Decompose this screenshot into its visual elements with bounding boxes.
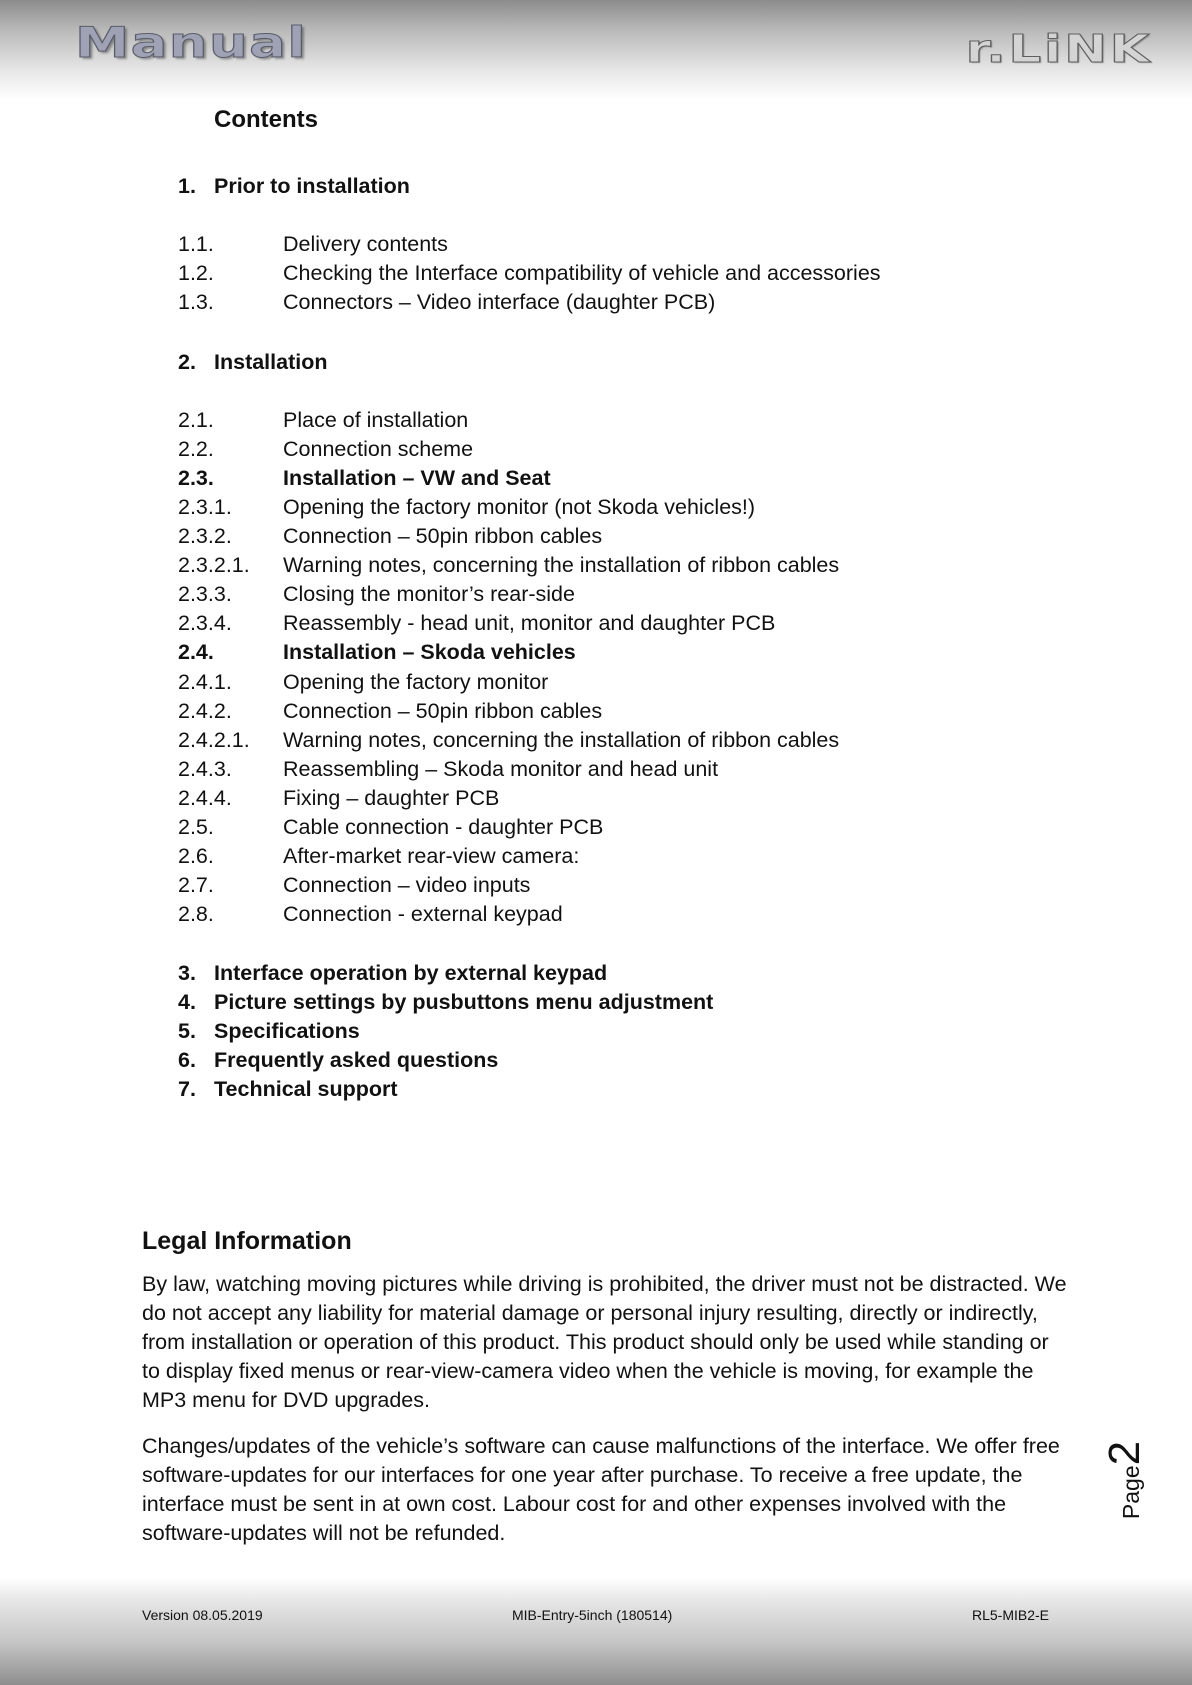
toc-entry-number: 3. (178, 961, 196, 985)
toc-entry-title: Frequently asked questions (214, 1048, 499, 1072)
toc-entry-number: 2.6. (178, 844, 214, 868)
toc-chapter-entry (178, 992, 713, 1014)
toc-entry (178, 904, 563, 926)
toc-entry (178, 526, 602, 548)
toc-entry-title: Fixing – daughter PCB (283, 786, 500, 810)
toc-entry-number: 1.1. (178, 232, 214, 256)
toc-entry-title: After-market rear-view camera: (283, 844, 580, 868)
toc-entry-number: 2.4.4. (178, 786, 232, 810)
toc-entry (178, 292, 715, 314)
toc-entry-title: Picture settings by pusbuttons menu adjustment (214, 990, 714, 1014)
toc-entry (178, 439, 473, 461)
toc-entry-number: 2.3. (178, 466, 214, 490)
toc-entry-number: 2.3.3. (178, 582, 232, 606)
toc-entry-number: 2.4.3. (178, 757, 232, 781)
toc-entry-title: Reassembling – Skoda monitor and head unit (283, 757, 719, 781)
toc-entry (178, 788, 499, 810)
toc-entry-title: Installation – VW and Seat (283, 466, 551, 490)
toc-entry (178, 497, 755, 519)
toc-entry (178, 584, 575, 606)
toc-entry-title: Warning notes, concerning the installation of ribbon cables (283, 728, 840, 752)
legal-paragraph-1: By law, watching moving pictures while driving is prohibited, the driver must not be distracted. We do not accept any liability for material damage or personal injury resulting, directly or indirectly, from installation or operation of this product. This product should only be used while standing or to display fixed menus or rear-view-camera video when the vehicle is moving, for example the MP3 menu for DVD upgrades. (142, 1272, 1067, 1412)
toc-entry-title: Reassembly - head unit, monitor and daughter PCB (283, 611, 776, 635)
toc-entry-number: 5. (178, 1019, 196, 1043)
footer-version: Version 08.05.2019 (142, 1607, 263, 1623)
toc-entry-number: 2.7. (178, 873, 214, 897)
toc-entry (178, 875, 530, 897)
toc-entry-number: 2.2. (178, 437, 214, 461)
toc-entry-title: Prior to installation (214, 174, 410, 198)
contents-title: Contents (214, 106, 318, 133)
legal-paragraph-2: Changes/updates of the vehicle’s software can cause malfunctions of the interface. We offer free software-updates for our interfaces for one year after purchase. To receive a free update, the interface must be sent in at own cost. Labour cost for and other expenses involved with the software-updates will not be refunded. (142, 1434, 1060, 1545)
toc-chapter-entry (178, 352, 327, 374)
toc-entry (178, 817, 603, 839)
toc-entry-title: Closing the monitor’s rear-side (283, 582, 575, 606)
rlink-logo: r.LiNK (965, 27, 1152, 71)
toc-entry-number: 2.4.2.1. (178, 728, 250, 752)
toc-entry-number: 4. (178, 990, 196, 1014)
toc-entry-number: 2.3.4. (178, 611, 232, 635)
toc-entry-number: 2.5. (178, 815, 214, 839)
toc-entry (178, 846, 579, 868)
legal-heading: Legal Information (142, 1227, 352, 1255)
toc-entry-title: Interface operation by external keypad (214, 961, 608, 985)
manual-logo: Manual (75, 18, 308, 67)
page-number-value: 2 (1100, 1440, 1149, 1466)
toc-entry-title: Technical support (214, 1077, 398, 1101)
toc-entry-title: Installation – Skoda vehicles (283, 640, 576, 664)
toc-entry-number: 2.8. (178, 902, 214, 926)
toc-chapter-entry (178, 963, 607, 985)
toc-entry-number: 2.3.1. (178, 495, 232, 519)
toc-chapter-entry (178, 176, 410, 198)
toc-entry-title: Installation (214, 350, 328, 374)
toc-entry-number: 7. (178, 1077, 196, 1101)
toc-entry-title: Warning notes, concerning the installation of ribbon cables (283, 553, 840, 577)
toc-entry-title: Place of installation (283, 408, 469, 432)
toc-entry-number: 1.3. (178, 290, 214, 314)
toc-entry (178, 613, 775, 635)
toc-chapter-entry (178, 1050, 498, 1072)
toc-entry (178, 410, 468, 432)
toc-entry-number: 2.3.2. (178, 524, 232, 548)
toc-entry-title: Cable connection - daughter PCB (283, 815, 604, 839)
page-label: Page (1118, 1465, 1144, 1520)
toc-entry-number: 1. (178, 174, 196, 198)
toc-entry-title: Connection – video inputs (283, 873, 531, 897)
toc-entry (178, 730, 839, 752)
toc-entry (178, 234, 448, 256)
toc-entry-number: 2.4.1. (178, 670, 232, 694)
toc-entry-number: 6. (178, 1048, 196, 1072)
toc-entry-title: Connection - external keypad (283, 902, 563, 926)
footer-code: RL5-MIB2-E (971, 1607, 1049, 1623)
toc-entry-title: Checking the Interface compatibility of vehicle and accessories (283, 261, 881, 285)
toc-entry-number: 2.4. (178, 640, 214, 664)
toc-entry-title: Delivery contents (283, 232, 448, 256)
toc-entry-title: Opening the factory monitor (283, 670, 549, 694)
toc-entry-title: Connection – 50pin ribbon cables (283, 524, 603, 548)
toc-entry (178, 468, 551, 490)
page-footer (0, 1578, 1192, 1685)
toc-chapter-entry (178, 1079, 398, 1101)
toc-entry-title: Connectors – Video interface (daughter PCB) (283, 290, 716, 314)
toc-entry-number: 2.4.2. (178, 699, 232, 723)
toc-entry (178, 672, 548, 694)
toc-entry-title: Opening the factory monitor (not Skoda vehicles!) (283, 495, 756, 519)
toc-entry-title: Specifications (214, 1019, 360, 1043)
toc-entry-number: 1.2. (178, 261, 214, 285)
toc-entry-number: 2.1. (178, 408, 214, 432)
toc-entry-title: Connection scheme (283, 437, 474, 461)
toc-entry (178, 701, 602, 723)
toc-entry-title: Connection – 50pin ribbon cables (283, 699, 603, 723)
toc-entry (178, 642, 576, 664)
page-header (0, 0, 1192, 100)
toc-entry (178, 555, 839, 577)
toc-entry (178, 263, 881, 285)
toc-entry-number: 2. (178, 350, 196, 374)
footer-model: MIB-Entry-5inch (180514) (512, 1607, 673, 1623)
toc-chapter-entry (178, 1021, 360, 1043)
page-number (1085, 1440, 1165, 1520)
toc-entry (178, 759, 718, 781)
toc-entry-number: 2.3.2.1. (178, 553, 250, 577)
